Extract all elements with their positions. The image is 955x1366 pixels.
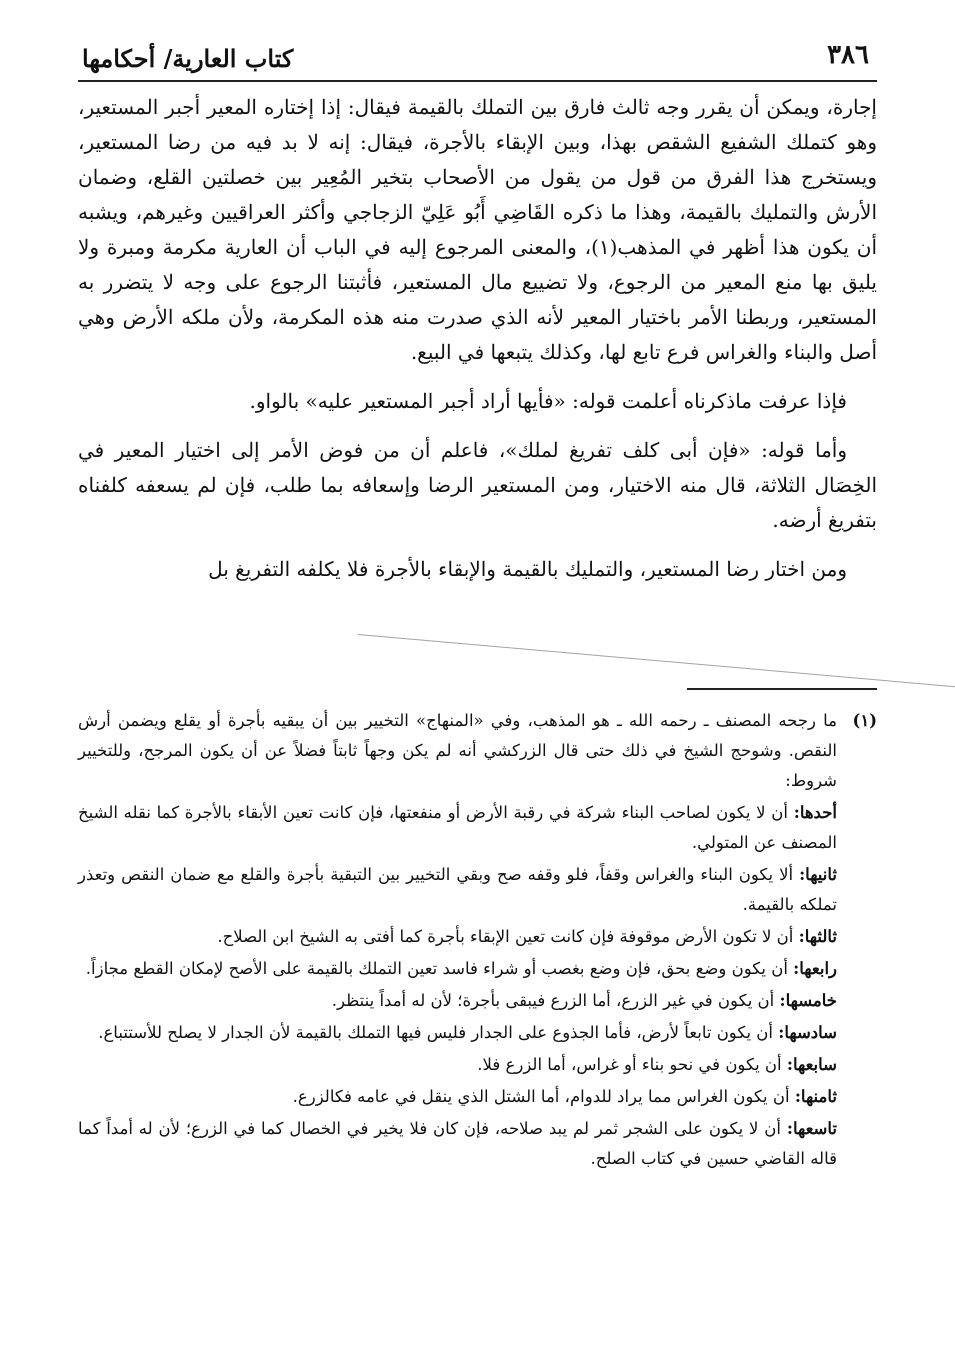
condition-text: أن لا يكون لصاحب البناء شركة في رقبة الأرض أو منفعتها، فإن كانت تعين الأبقاء بالأجرة كما نقله الشيخ المصنف عن المتولي. xyxy=(78,803,837,852)
page-number: ٣٨٦ xyxy=(827,40,869,70)
condition-text: أن يكون في غير الزرع، أما الزرع فيبقى بأجرة؛ لأن له أمداً ينتظر. xyxy=(331,991,775,1010)
condition-text: أن لا يكون على الشجر ثمر لم يبد صلاحه، فإن كان فلا يخير في الخصال كما في الزرع؛ لأن له أمداً كما قاله القاضي حسين في كتاب الصلح. xyxy=(78,1119,837,1168)
footnote-condition xyxy=(78,986,837,1016)
paragraph-1: إجارة، ويمكن أن يقرر وجه ثالث فارق بين التملك بالقيمة فيقال: إذا إختاره المعير أجبر المستعير، وهو كتملك الشفيع الشقص بهذا، وبين الإبقاء بالأجرة، فيقال: إنه لا بد فيه من رضا المستعير، ويستخرج هذا الفرق من قول من يقول من الأصحاب بتخير المُعِير بين خصلتين القلع، وضمان الأرش والتمليك بالقيمة، وهذا ما ذكره القَاضِي أَبُو عَلِيّ الزجاجي وأكثر العراقيين وغيرهم، ويشبه أن يكون هذا أظهر في المذهب(١)، والمعنى المرجوع إليه في الباب أن العارية مكرمة ومبرة ولا يليق بها منع المعير من الرجوع، ولا تضييع مال المستعير، فأثبتنا الرجوع على وجه لا يتضرر به المستعير، وربطنا الأمر باختيار المعير لأنه الذي صدرت منه هذه المكرمة، ولأن ملكه الأرض وهي أصل والبناء والغراس فرع تابع لها، وكذلك يتبعها في البيع. xyxy=(78,95,878,364)
footnote-condition xyxy=(78,954,837,984)
condition-label: سادسها: xyxy=(778,1023,837,1042)
footnote-1 xyxy=(78,706,877,1176)
footnote-body xyxy=(78,706,837,1176)
condition-text: ألا يكون البناء والغراس وقفاً، فلو وقفه صح وبقي التخيير بين التبقية بأجرة والقلع مع ضمان النقص وتعذر تملكه بالقيمة. xyxy=(78,865,837,914)
footnote-mark: (١) xyxy=(852,711,877,730)
condition-label: رابعها: xyxy=(793,959,837,978)
condition-text: أن يكون الغراس مما يراد للدوام، أما الشتل الذي ينقل في عامه فكالزرع. xyxy=(292,1087,790,1106)
condition-text: أن يكون تابعاً لأرض، فأما الجذوع على الجدار فليس فيها التملك بالقيمة لأن الجدار لا يصلح للأستتباع. xyxy=(98,1023,773,1042)
paragraph-2: فإذا عرفت ماذكرناه أعلمت قوله: «فأيها أراد أجبر المستعير عليه» بالواو. xyxy=(249,389,847,413)
condition-text: أن يكون وضع بحق، فإن وضع بغصب أو شراء فاسد تعين التملك بالقيمة على الأصح لإمكان القطع مجازاً. xyxy=(85,959,788,978)
condition-label: تاسعها: xyxy=(786,1119,837,1138)
paragraph-3: وأما قوله: «فإن أبى كلف تفريغ لملك»، فاعلم أن من فوض الأمر إلى اختيار المعير في الخِصَال الثلاثة، قال منه الاختيار، ومن المستعير الرضا وإسعافه بما طلب، فإن لم يسعفه كلفناه بتفريغ أرضه. xyxy=(78,438,877,532)
scan-artifact-line xyxy=(358,634,955,691)
footnote-separator xyxy=(687,688,877,690)
footnote-condition xyxy=(78,1114,837,1174)
main-text xyxy=(78,90,877,601)
book-page xyxy=(78,34,877,1366)
condition-label: سابعها: xyxy=(786,1055,837,1074)
condition-label: ثالثها: xyxy=(798,927,837,946)
footnote-condition xyxy=(78,1018,837,1048)
footnote-condition xyxy=(78,922,837,952)
condition-label: ثامنها: xyxy=(794,1087,837,1106)
footnote-condition xyxy=(78,1082,837,1112)
condition-label: خامسها: xyxy=(779,991,837,1010)
page-header xyxy=(78,34,877,82)
footnote-condition xyxy=(78,1050,837,1080)
condition-text: أن لا تكون الأرض موقوفة فإن كانت تعين الإبقاء بأجرة كما أفتى به الشيخ ابن الصلاح. xyxy=(217,927,794,946)
running-head: كتاب العارية/ أحكامها xyxy=(82,44,294,73)
footnote-intro: ما رجحه المصنف ـ رحمه الله ـ هو المذهب، وفي «المنهاج» التخيير بين أن يبقيه بأجرة أو يقلع ويضمن أرش النقص. وشوحج الشيخ في ذلك حتى قال الزركشي أنه لم يكن وجهاً ثابتاً فضلاً عن أن يكون المرجح، وللتخيير شروط: xyxy=(78,711,837,790)
footnote-condition xyxy=(78,798,837,858)
condition-text: أن يكون في نحو بناء أو غراس، أما الزرع فلا. xyxy=(477,1055,782,1074)
paragraph-4: ومن اختار رضا المستعير، والتمليك بالقيمة والإبقاء بالأجرة فلا يكلفه التفريغ بل xyxy=(208,557,847,581)
condition-label: أحدها: xyxy=(793,803,837,822)
footnotes xyxy=(78,706,877,1176)
footnote-condition xyxy=(78,860,837,920)
condition-label: ثانيها: xyxy=(799,865,837,884)
